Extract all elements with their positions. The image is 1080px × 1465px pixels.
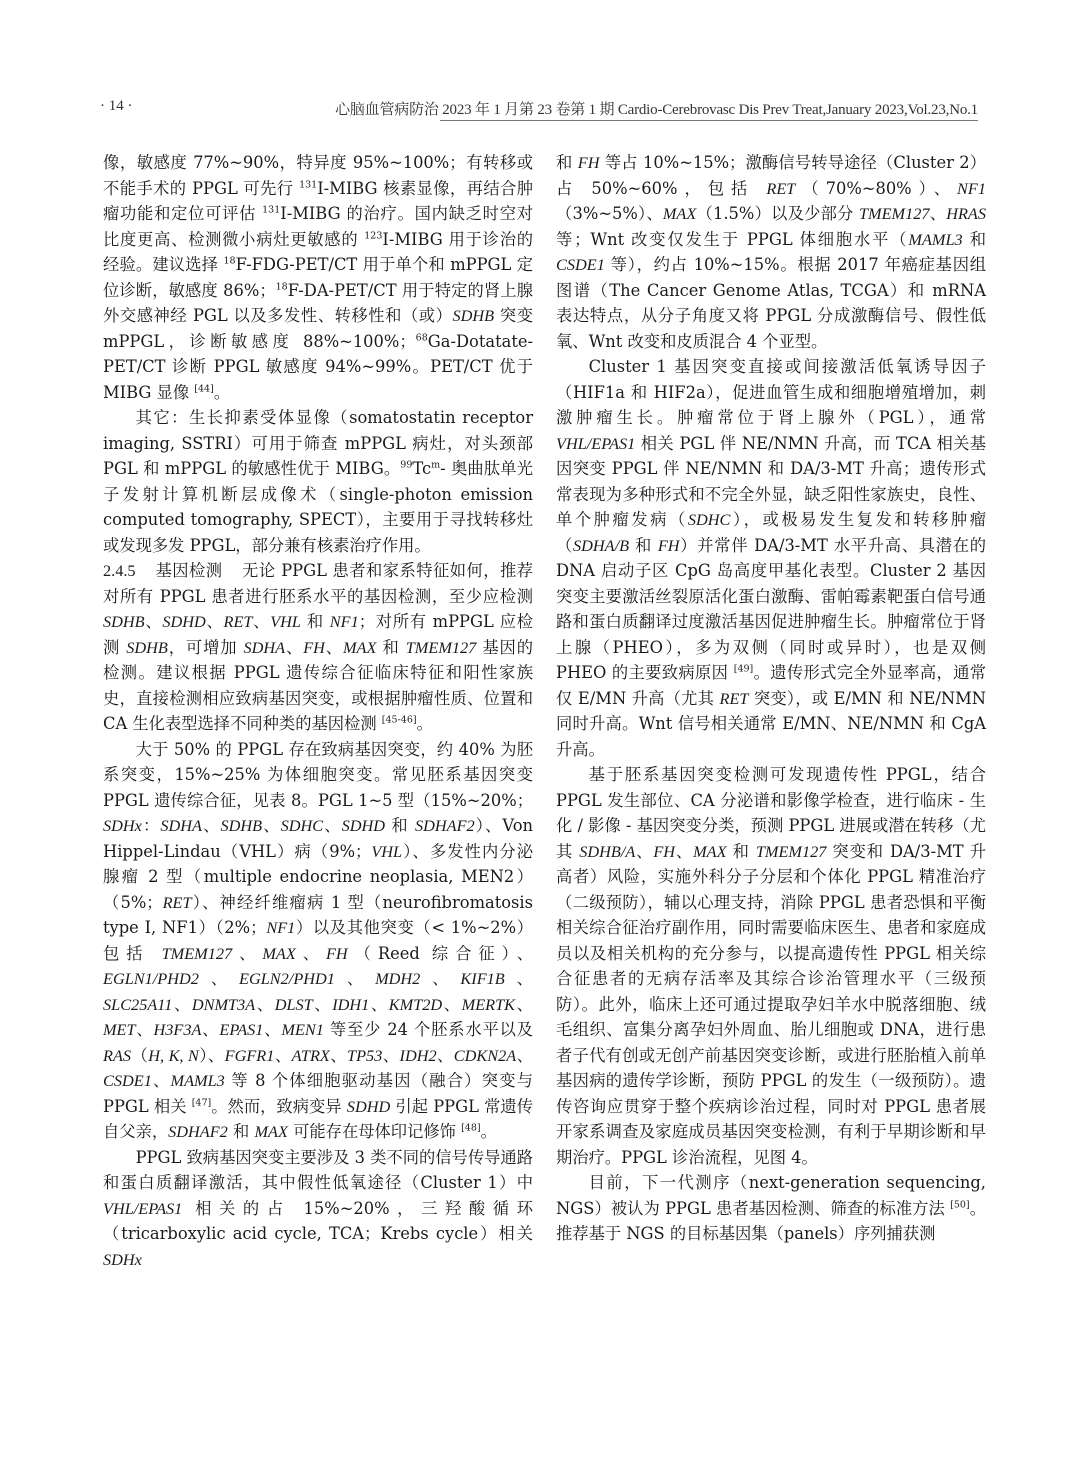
isotope-superscript: 131 [262, 204, 281, 216]
gene-name: EGLN2/PHD1 [239, 969, 335, 988]
citation-ref: [50] [950, 1199, 970, 1211]
text-run: 、 [675, 841, 694, 861]
text-run: 、 [334, 969, 376, 988]
text-run: 。 [480, 1122, 497, 1141]
isotope-superscript: 18 [275, 281, 288, 293]
text-run: 、 [382, 1045, 400, 1065]
gene-name: KMT2D [388, 994, 443, 1014]
body-paragraph [103, 737, 533, 1145]
text-run: 其它：生长抑素受体显像（somatostatin receptor imaging, SSTRI）可用于筛查 mPPGL 病灶，对头颈部 PGL 和 mPPGL 的敏感性优于 MIBG。 [103, 408, 533, 478]
gene-name: DLST [274, 994, 313, 1014]
text-run: 大于 50% 的 PPGL 存在致病基因突变，约 40% 为胚系突变，15%~25% 为体细胞突变。常见胚系基因突变 PPGL 遗传综合征，见表 8。PGL 1~5 型（15%~20%； [103, 739, 533, 810]
gene-name: FH [577, 153, 600, 172]
section-paragraph [103, 558, 533, 737]
text-run: ），或极易发生复发和转移肿瘤（ [556, 510, 986, 555]
gene-name: KIF1B [460, 969, 505, 988]
running-header [100, 96, 978, 120]
section-number: 2.4.5 [103, 561, 136, 580]
text-run: 目前，下一代测序（next-generation sequencing, NGS）被认为 PPGL 患者基因检测、筛查的标准方法 [556, 1173, 986, 1218]
text-run: ）、多发性内分泌腺瘤 2 型（multiple endocrine neoplasia, MEN2）（5%； [103, 841, 534, 912]
text-run: 、 [504, 969, 533, 988]
text-run: （3%~5%）、 [556, 204, 663, 223]
text-run: 引起 PPGL 常遗传自父亲， [103, 1096, 533, 1141]
text-run: 和 [385, 816, 416, 835]
text-run: 、 [232, 943, 263, 963]
isotope-superscript: 68 [415, 332, 428, 344]
isotope-superscript: 131 [299, 179, 318, 191]
body-paragraph [103, 405, 533, 558]
gene-name: SDHAF2 [168, 1122, 228, 1141]
gene-name: SLC25A11 [103, 994, 173, 1014]
gene-name: NF1 [957, 178, 986, 198]
text-run: 。遗传形式完全外显率高，通常仅 E/MN 升高（尤其 [556, 663, 986, 708]
gene-name: CDKN2A [453, 1045, 517, 1065]
text-run: 。 [416, 714, 433, 733]
text-run: 突变），或 E/MN 和 NE/NMN 同时升高。Wnt 信号相关通常 E/MN、NE/NMN 和 CgA 升高。 [556, 688, 986, 759]
text-run: 。 [213, 382, 231, 402]
body-paragraph [103, 150, 533, 405]
text-run: ）并常伴 DA/3-MT 水平升高、具潜在的 DNA 启动子区 CpG 岛高度甲基化表型。Cluster 2 基因突变主要激活丝裂原活化蛋白激酶、雷帕霉素靶蛋白信号通路和蛋白质翻译过度激活基因促进肿瘤生长。肿瘤常位于肾上腺（PHEO），多为双侧（同时或异时），也是双侧 PHEO 的主要致病原因 [556, 535, 986, 682]
text-run: ，可增加 [167, 637, 244, 657]
isotope-superscript: m [431, 459, 441, 471]
gene-name: TMEM127 [858, 204, 930, 223]
gene-name: EPAS1 [219, 1020, 264, 1039]
gene-name: RET [719, 688, 749, 708]
isotope-superscript: 99 [400, 459, 413, 471]
gene-name: FH [653, 841, 676, 861]
gene-name: FH [303, 637, 325, 657]
text-run: 、 [323, 816, 342, 835]
text-run: F-DA-PET/CT 用于特定的肾上腺外交感神经 PGL 以及多发性、转移性和（或） [103, 280, 533, 325]
text-run: ： [141, 816, 161, 835]
text-run: 、 [442, 994, 462, 1014]
text-run: 无论 PPGL 患者和家系特征如何，推荐对所有 PPGL 患者进行胚系水平的基因检测，至少应检测 [103, 561, 533, 606]
gene-name: SDHB [220, 816, 263, 835]
body-paragraph [556, 1170, 986, 1247]
gene-name: FH [657, 535, 680, 555]
gene-name: FGFR1 [224, 1045, 275, 1065]
right-column [556, 150, 986, 1247]
text-run: 和 [726, 841, 756, 861]
citation-ref: [48] [461, 1122, 481, 1134]
text-run: 、 [263, 1020, 282, 1039]
gene-name: IDH2 [399, 1045, 437, 1065]
gene-name: HRAS [946, 204, 987, 223]
text-run: ）、 [198, 1045, 225, 1065]
gene-name: CSDE1 [103, 1071, 152, 1090]
gene-name: ATRX [291, 1045, 330, 1065]
gene-name: NF1 [266, 918, 296, 937]
text-run: 和 [629, 535, 658, 555]
gene-name: MDH2 [375, 969, 421, 988]
gene-name: MET [103, 1020, 136, 1039]
text-run: 突变 mPPGL，诊断敏感度 88%~100%； [103, 306, 533, 351]
text-run: 、 [516, 1045, 533, 1065]
gene-name: SDHB [103, 612, 145, 631]
gene-name: H, K, N [148, 1045, 199, 1065]
gene-name: SDHB [126, 637, 168, 657]
text-run: 、 [172, 994, 192, 1014]
text-run: 、 [929, 204, 947, 223]
gene-name: SDHx [103, 1249, 142, 1269]
citation-ref: [49] [733, 663, 754, 675]
citation-ref: [47] [191, 1097, 212, 1109]
text-run: F-FDG-PET/CT 用于单个和 mPPGL 定位诊断，敏感度 86%； [103, 255, 533, 300]
gene-name: VHL/EPAS1 [556, 433, 636, 453]
text-run: 和 [376, 637, 406, 657]
gene-name: TP53 [347, 1045, 383, 1065]
gene-name: SDHC [687, 510, 731, 529]
gene-name: NF1 [329, 612, 359, 631]
body-paragraph [556, 762, 986, 1170]
citation-ref: [45-46] [381, 714, 417, 726]
text-run: 、 [201, 1020, 220, 1039]
gene-name: EGLN1/PHD2 [103, 969, 199, 988]
text-run: 、 [420, 969, 461, 988]
text-run: ）以及其他突变（< 1%~2%）包括 [103, 918, 533, 963]
gene-name: VHL [371, 841, 403, 861]
body-paragraph [556, 150, 986, 354]
text-run: 、 [295, 943, 326, 963]
text-run: （ [131, 1045, 149, 1065]
text-run: 等 8 个体细胞驱动基因（融合）突变与 PPGL 相关 [103, 1071, 533, 1116]
gene-name: SDHAF2 [415, 816, 475, 835]
text-run: 、 [255, 994, 275, 1014]
gene-name: SDHB [452, 306, 495, 325]
text-run: Ga-Dotatate-PET/CT 诊断 PPGL 敏感度 94%~99%。PET/CT 优于 MIBG 显像 [103, 331, 533, 402]
gene-name: SDHB/A [579, 841, 636, 861]
isotope-superscript: 18 [223, 255, 236, 267]
gene-name: SDHA [160, 816, 202, 835]
text-run: I-MIBG 的治疗。国内缺乏时空对比度更高、检测微小病灶更敏感的 [103, 204, 533, 249]
text-run: 像，敏感度 77%~90%，特异度 95%~100%；有转移或不能手术的 PPGL 可先行 [103, 153, 533, 198]
text-run: 等），约占 10%~15%。根据 2017 年癌症基因组图谱（The Cancer Genome Atlas, TCGA）和 mRNA 表达特点，从分子角度又将 PPGL 分成激酶信号、假性低氧、Wnt 改变和皮质混合 4 个亚型。 [556, 255, 986, 351]
text-run: 、 [369, 994, 389, 1014]
gene-name: DNMT3A [191, 994, 256, 1014]
gene-name: SDHA [243, 637, 286, 657]
text-run: 、 [436, 1045, 454, 1065]
text-run: 。然而，致病变异 [211, 1096, 347, 1116]
text-run: ）、神经纤维瘤病 1 型（neurofibromatosis type I, NF1）（2%； [103, 892, 533, 937]
text-run: （Reed 综合征）、 [347, 943, 533, 963]
text-run: 等；Wnt 改变仅发生于 PPGL 体细胞水平（ [556, 229, 909, 249]
text-run: - 奥曲肽单光子发射计算机断层成像术（single-photon emission computed tomography, SPECT），主要用于寻找转移灶或发现多发 PPGL，部分兼有核素治疗作用。 [103, 459, 533, 555]
gene-name: SDHC [280, 816, 324, 835]
text-run: 相关的占 15%~20%，三羟酸循环（tricarboxylic acid cycle, TCA；Krebs cycle）相关 [103, 1198, 533, 1243]
body-paragraph [556, 354, 986, 762]
text-run: 、 [312, 994, 333, 1014]
gene-name: SDHA/B [573, 535, 630, 555]
gene-name: SDHD [346, 1096, 391, 1116]
text-run: ；对所有 mPPGL 应检测 [103, 612, 533, 657]
text-run: 、 [515, 994, 533, 1014]
page-number: · 14 · [100, 98, 133, 114]
text-run: 、 [151, 1071, 171, 1090]
gene-name: SDHx [103, 816, 142, 835]
gene-name: TMEM127 [405, 637, 477, 657]
text-run: I-MIBG 用于诊治的经验。建议选择 [103, 229, 534, 274]
text-run: （70%~80%）、 [795, 178, 958, 198]
text-run: 基因的检测。建议根据 PPGL 遗传综合征临床特征和阳性家族史，直接检测相应致病基因突变，或根据肿瘤性质、位置和 CA 生化表型选择不同种类的基因检测 [103, 637, 533, 733]
text-run: I-MIBG 核素显像，再结合肿瘤功能和定位可评估 [103, 178, 533, 223]
text-run: ）、Von Hippel-Lindau（VHL）病（9%； [103, 816, 533, 861]
gene-name: H3F3A [153, 1020, 202, 1039]
text-run: 、 [285, 637, 304, 657]
gene-name: FH [325, 943, 348, 963]
text-run: 基于胚系基因突变检测可发现遗传性 PPGL，结合 PPGL 发生部位、CA 分泌谱和影像学检查，进行临床 - 生化 / 影像 - 基因突变分类，预测 PPGL 进展或潜在转移（尤其 [556, 765, 986, 861]
gene-name: SDHD [162, 612, 206, 631]
gene-name: IDH1 [332, 994, 370, 1014]
isotope-superscript: 123 [364, 230, 383, 242]
text-run: PPGL 致病基因突变主要涉及 3 类不同的信号传导通路和蛋白质翻译激活，其中假性低氧途径（Cluster 1）中 [103, 1147, 533, 1192]
text-run: 、 [252, 612, 271, 631]
text-run: 等至少 24 个胚系水平以及 [323, 1020, 533, 1039]
header-rule [440, 120, 978, 121]
text-run: 。推荐基于 NGS 的目标基因集（panels）序列捕获测 [556, 1198, 986, 1243]
gene-name: MAX [342, 637, 377, 657]
text-run: 、 [135, 1020, 154, 1039]
gene-name: MAX [262, 943, 296, 963]
text-run: 和 [227, 1122, 255, 1141]
gene-name: MAX [254, 1122, 288, 1141]
gene-name: CSDE1 [556, 255, 605, 274]
gene-name: TMEM127 [161, 943, 233, 963]
gene-name: MAX [662, 204, 697, 223]
text-run: 相关 PGL 伴 NE/NMN 升高，而 TCA 相关基因突变 PPGL 伴 NE/NMN 和 DA/3-MT 升高；遗传形式常表现为多种形式和不完全外显，缺乏阳性家族史，良性、单个肿瘤发病（ [556, 433, 986, 529]
gene-name: RET [766, 178, 796, 198]
text-run: 可能存在母体印记修饰 [287, 1122, 462, 1141]
text-run: 、 [274, 1045, 292, 1065]
gene-name: RAS [103, 1045, 132, 1065]
gene-name: MAX [693, 841, 727, 861]
text-run: Tc [412, 459, 432, 478]
text-run: 、 [144, 612, 163, 631]
text-run: 和 [556, 153, 578, 172]
gene-name: MERTK [461, 994, 516, 1014]
gene-name: VHL/EPAS1 [103, 1198, 183, 1218]
text-run: 、 [324, 637, 343, 657]
journal-citation: 心脑血管病防治 2023 年 1 月第 23 卷第 1 期 Cardio-Cerebrovasc Dis Prev Treat,January 2023,Vol.23,No.1 [335, 102, 978, 118]
text-run: 、 [329, 1045, 348, 1065]
gene-name: MAML3 [170, 1071, 225, 1090]
text-run: 、 [205, 612, 224, 631]
gene-name: TMEM127 [755, 841, 827, 861]
text-run: 等占 10%~15%；激酶信号转导途径（Cluster 2）占 50%~60%，包括 [556, 153, 986, 198]
citation-ref: [44] [194, 383, 214, 395]
gene-name: MEN1 [281, 1020, 324, 1039]
gene-name: SDHD [341, 816, 386, 835]
text-run: 和 [962, 229, 986, 249]
text-run: （1.5%）以及少部分 [696, 204, 859, 223]
text-run: 、 [202, 816, 221, 835]
section-title: 基因检测 [155, 561, 223, 580]
text-run: 、 [198, 969, 240, 988]
gene-name: VHL [270, 612, 301, 631]
text-run: 、 [635, 841, 654, 861]
left-column [103, 150, 533, 1272]
text-run: 、 [262, 816, 281, 835]
body-paragraph [103, 1145, 533, 1273]
gene-name: RET [162, 892, 192, 912]
text-run: 和 [300, 612, 330, 631]
gene-name: RET [223, 612, 253, 631]
gene-name: MAML3 [908, 229, 963, 249]
text-run: 突变和 DA/3-MT 升高者）风险，实施外科分子分层和个体化 PPGL 精准治疗（二级预防），辅以心理支持，消除 PPGL 患者恐惧和平衡相关综合征治疗副作用，同时需要临床医生、患者和家庭成员以及相关机构的充分参与，以提高遗传性 PPGL 相关综合征患者的无病存活率及其综合诊治管理水平（三级预防）。此外，临床上还可通过提取孕妇羊水中脱落细胞、绒毛组织、富集分离孕妇外周血、胎儿细胞或 DNA，进行患者子代有创或无创产前基因突变诊断，或进行胚胎植入前单基因病的遗传学诊断，预防 PPGL 的发生（一级预防）。遗传咨询应贯穿于整个疾病诊治过程，同时对 PPGL 患者展开家系调查及家庭成员基因突变检测，有利于早期诊断和早期治疗。PPGL 诊治流程，见图 4。 [556, 841, 986, 1167]
text-run: Cluster 1 基因突变直接或间接激活低氧诱导因子（HIF1a 和 HIF2a），促进血管生成和细胞增殖增加，刺激肿瘤生长。肿瘤常位于肾上腺外（PGL），通常 [556, 357, 986, 427]
